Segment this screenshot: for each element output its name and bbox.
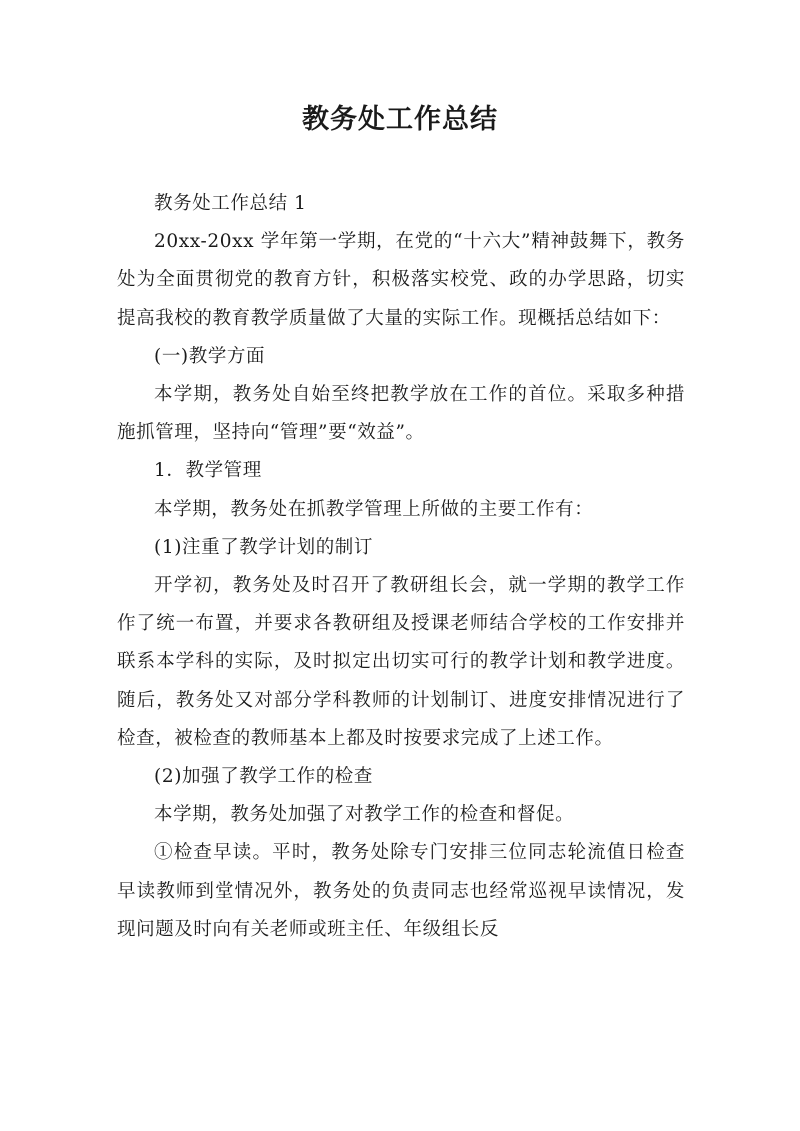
intro-paragraph: 20xx-20xx 学年第一学期，在党的“十六大”精神鼓舞下，教务处为全面贯彻党的教育方针，积极落实校党、政的办学思路，切实提高我校的教育教学质量做了大量的实际工作。现概括总结如下： xyxy=(117,231,685,329)
teaching-paragraph: 本学期，教务处自始至终把教学放在工作的首位。采取多种措施抓管理，坚持向“管理”要“效益”。 xyxy=(117,384,685,444)
subheading-teaching: (一)教学方面 xyxy=(154,345,266,367)
inspection-paragraph: 本学期，教务处加强了对教学工作的检查和督促。 xyxy=(154,804,575,826)
subheading-management: 1．教学管理 xyxy=(154,460,262,482)
management-paragraph: 本学期，教务处在抓教学管理上所做的主要工作有： xyxy=(154,498,594,520)
morning-reading-paragraph: ①检查早读。平时，教务处除专门安排三位同志轮流值日检查早读教师到堂情况外，教务处的负责同志也经常巡视早读情况，发现问题及时向有关老师或班主任、年级组长反 xyxy=(117,842,685,940)
subheading-inspection: (2)加强了教学工作的检查 xyxy=(154,766,374,788)
document-title: 教务处工作总结 xyxy=(302,104,498,135)
section-heading: 教务处工作总结 1 xyxy=(154,193,307,214)
subheading-plan: (1)注重了教学计划的制订 xyxy=(154,536,374,558)
document-body xyxy=(117,185,685,949)
plan-paragraph: 开学初，教务处及时召开了教研组长会，就一学期的教学工作作了统一布置，并要求各教研组及授课老师结合学校的工作安排并联系本学科的实际，及时拟定出切实可行的教学计划和教学进度。随后，教务处又对部分学科教师的计划制订、进度安排情况进行了检查，被检查的教师基本上都及时按要求完成了上述工作。 xyxy=(117,575,685,749)
